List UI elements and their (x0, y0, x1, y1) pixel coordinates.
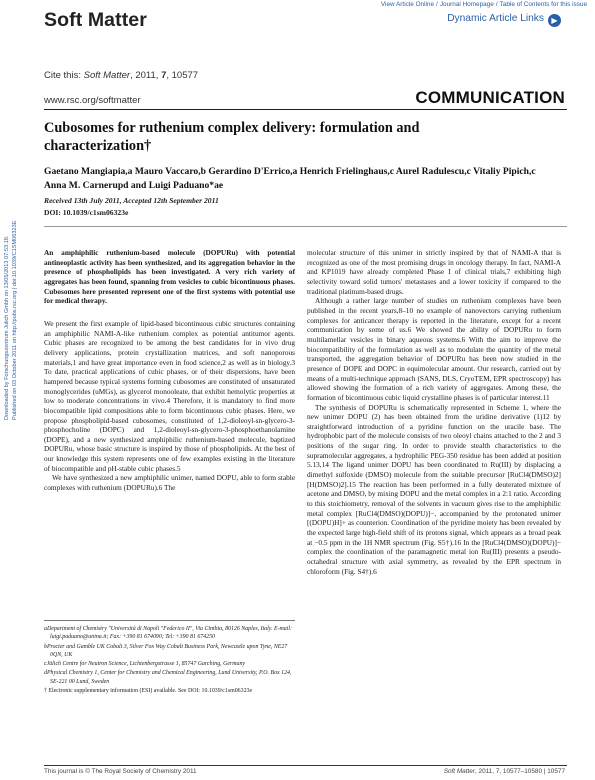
article-doi[interactable]: DOI: 10.1039/c1sm06323e (44, 208, 129, 217)
footer-pages: , 2011, 7, 10577–10580 | 10577 (474, 768, 565, 775)
header-rule (44, 109, 567, 110)
article-type: COMMUNICATION (415, 88, 565, 107)
table-of-contents-link[interactable]: Table of Contents for this issue (499, 1, 587, 8)
download-notice: Downloaded by Forschungszentrum Julich Gmbh on 13/05/2013 07:53:18. (4, 235, 10, 420)
footer-journal: Soft Matter (443, 768, 475, 775)
footnotes (44, 625, 295, 696)
play-icon[interactable]: ▶ (548, 14, 561, 27)
link-separator: / (436, 1, 438, 8)
dynamic-links-label[interactable]: Dynamic Article Links (447, 13, 544, 24)
left-column (44, 248, 295, 493)
site-url[interactable]: www.rsc.org/softmatter (44, 95, 141, 106)
top-links (381, 1, 587, 8)
received-dates: Received 13th July 2011, Accepted 12th September 2011 (44, 196, 219, 205)
link-separator: / (495, 1, 498, 8)
paragraph: We have synthesized a new amphiphilic unimer, named DOPU, able to form stable complexes with ruthenium (DOPURu).6 The (44, 473, 295, 493)
publication-notice[interactable]: Published on 03 October 2011 on http://pubs.rsc.org | doi:10.1039/C1SM06323E (12, 220, 18, 420)
journal-homepage-link[interactable]: Journal Homepage (439, 1, 494, 8)
paragraph: Although a rather large number of studies on ruthenium complexes have been published in the recent years,8–10 no example of nanovectors carrying ruthenium complexes for anticancer therapy is reported in the literature, except for a recent communication by some of us.6 We showed the ability of DOPURu to form multilamellar vesicles in binary aqueous systems.6 With the aim to improve the biocompatibility of the formulation as well as to modulate the quantity of the metal transported, the aggregation behavior of DOPURu has been now studied in the presence of DOPE and DOPC in equimolecular amount. Our research, carried out by means of a multi-technique approach (SANS, DLS, CryoTEM, EPR spectroscopy) has allowed showing the formation of a rich variety of aggregates. Among these, the formation of bicontinuous cubic liquid crystalline phases is of particular interest.11 (307, 296, 561, 402)
paragraph: The synthesis of DOPURu is schematically represented in Scheme 1, where the new unimer DOPU (2) has been obtained from the uridine derivative (1)12 by straightforward introduction of a pyridine function on the uracile base. The hydrophobic part of the molecule consists of two oleoyl chains attached to the 2 and 3 positions of the sugar ring. In order to provide stealth characteristics to the supramolecular aggregates, a hydrophilic PEG-350 residue has been added at position 5.13,14 The ligand unimer DOPU has been coordinated to Ru(III) by displacing a dimethyl sulfoxide (DMSO) molecule from the suitable precursor [RuCl4(DMSO)2][H(DMSO)2].15 The reaction has been performed in a fully deuterated mixture of acetone and DMSO, by mixing DOPU and the metal complex in a 2:1 ratio. According to this stoichiometry, removal of the solvents in vacuum gives rise to the amphiphilic metal complex [RuCl4(DMSO)(DOPU)]−, accompanied by the protonated unimer [(DOPU)H]+ as counterion. Coordination of the pyridine moiety has been revealed by the expected large high-field shift of its protons signal, which appears as a broad peak at −0.5 ppm in the 1H NMR spectrum (Fig. S5†).16 In the [RuCl4(DMSO)(DOPU)]− complex the coordination of the paramagnetic metal ion Ru(III) presents a pseudo-octahedral structure with axial symmetry, as revealed by the EPR spectrum in chloroform (Fig. S4†).6 (307, 402, 561, 576)
footer-copyright: This journal is © The Royal Society of Chemistry 2011 (44, 768, 197, 775)
footnote-rule (44, 620, 295, 621)
view-article-link[interactable]: View Article Online (380, 1, 435, 8)
cite-pages: , 10577 (166, 70, 199, 81)
cite-journal: Soft Matter (83, 70, 131, 81)
title-rule (44, 226, 567, 227)
cite-year: , 2011, (130, 70, 159, 81)
journal-name: Soft Matter (44, 9, 147, 31)
footnote-affiliation-a: aDepartment of Chemistry "Università di Napoli "Federico II", Via Cinthia, 80126 Naples, Italy. E-mail: luigi.paduano@unina.it; Fax: +390 81 674090; Tel: +390 81 674250 (44, 626, 292, 641)
cite-volume: 7 (161, 70, 167, 81)
cite-prefix: Cite this: (44, 70, 81, 81)
right-column (307, 248, 561, 576)
paragraph: We present the first example of lipid-based bicontinuous cubic structures containing an amphiphilic NAMI-A-like ruthenium complex as potential antitumor agents. Cubic phases are recognized to be among the best candidates for in vivo drug delivery applications, protein crystallization matrices, and soft nanoporous materials,1 and have great importance even in food science,2 as well as in biology.3 To date, practical applications of cubic phases, or of their dispersions, have been hampered because typical systems forming cubosomes are constituted of unsaturated monoglycerides (uMGs), as glycerol monooleate, that exhibit hemolytic properties at low to moderate concentrations in vivo.4 Therefore, it is mandatory to find more biocompatible lipid compositions able to form bicontinuous cubic phases. Here, we propose phospholipid-based cubosomes, constituted of 1,2-dioleoyl-sn-glycero-3-phosphocholine (DOPC) and 1,2-dioleoyl-sn-glycero-3-phosphoethanolamine (DOPE), and a new synthesized amphiphilic ruthenium-based molecule, baptized DOPURu, whose basic structure is inspired by those of phospholipids. At the best of our knowledge this system represents one of few examples existing in the literature of biocompatible and pH-stable cubic phases.5 (44, 318, 295, 473)
citation-line (44, 70, 198, 81)
footer-citation (444, 768, 565, 775)
footnote-affiliation-d: dPhysical Chemistry 1, Center for Chemistry and Chemical Engineering, Lund University, P.O. Box 124, SE-221 00 Lund, Sweden (44, 670, 292, 685)
author-list: Gaetano Mangiapia,a Mauro Vaccaro,b Gerardino D'Errico,a Henrich Frielinghaus,c Aurel Radulescu,c Vitaliy Pipich,c Anna M. Carnerupd and Luigi Paduano*ae (44, 166, 536, 191)
download-watermark (3, 221, 19, 420)
footnote-affiliation-c: cJülich Centre for Neutron Science, Lichtenbergstrasse 1, 85747 Garching, Germany (44, 661, 246, 667)
footnote-affiliation-b: bProcter and Gamble UK Cobalt 3, Silver Fox Way Cobalt Business Park, Newcastle upon Tyne, NE27 0QN, UK (44, 643, 288, 658)
article-title: Cubosomes for ruthenium complex delivery: formulation and characterization† (44, 120, 420, 154)
footnote-esi: † Electronic supplementary information (ESI) available. See DOI: 10.1039/c1sm06323e (44, 687, 253, 694)
dynamic-article-links[interactable] (447, 13, 561, 27)
footer-rule (44, 765, 567, 766)
paragraph: molecular structure of this unimer in strictly inspired by that of NAMI-A that is recognized as one of the most promising drugs in oncology therapy. In fact, NAMI-A and KP1019 have already completed Phase I of clinical trials,7 exhibiting high selectivity toward solid tumors' metastases and a lower toxicity if compared to the traditional platinum-based drugs. (307, 248, 561, 296)
left-body (44, 319, 295, 493)
abstract: An amphiphilic ruthenium-based molecule (DOPURu) with potential antineoplastic activity has been synthesized, and its aggregation behavior in the presence of phospholipids has been investigated. A very rich variety of aggregates has been found, spanning from vesicles to cubic bicontinuous phases. Cubosomes here presented represent one of the first systems with potential use for medical therapy. (44, 248, 295, 306)
